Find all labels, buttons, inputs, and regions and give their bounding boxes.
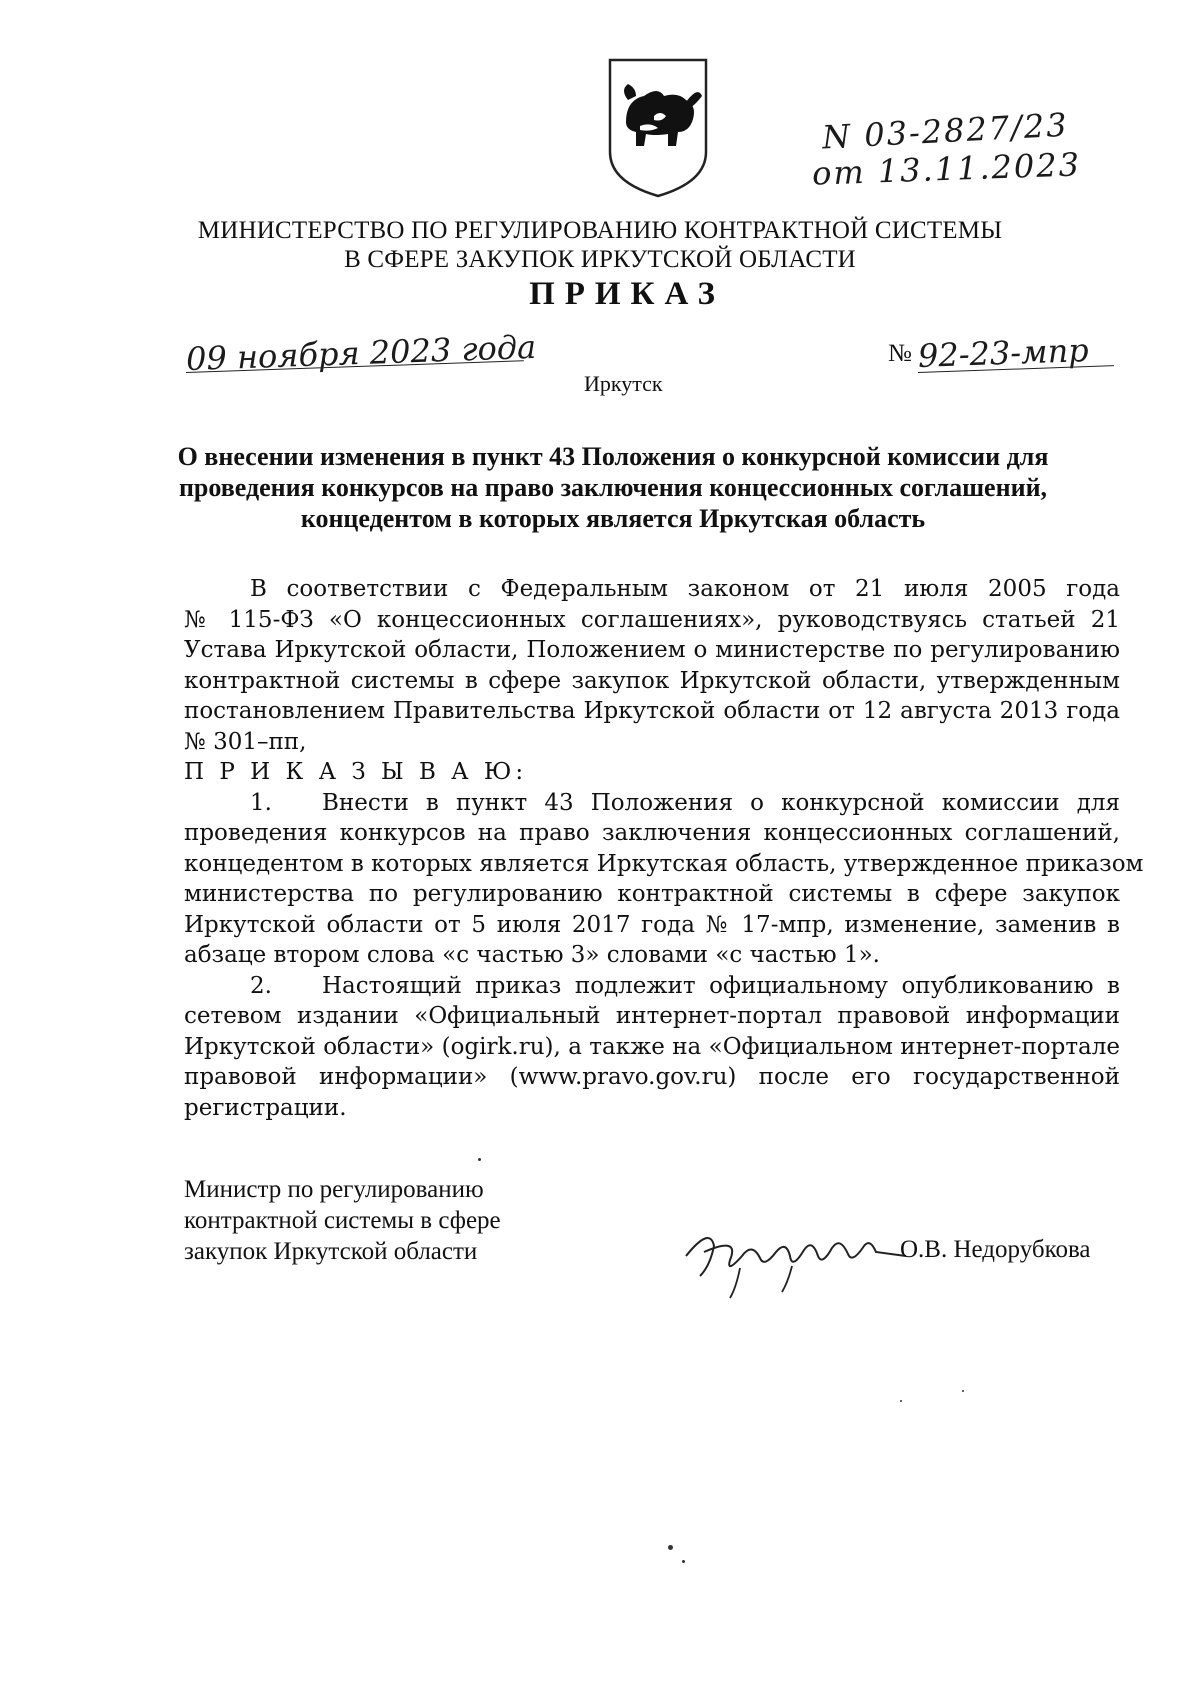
item-1-text: Внести в пункт 43 Положения о конкурсной комиссии для [322,789,1120,816]
preamble-line: постановлением Правительства Иркутской области от 12 августа 2013 года [184,698,1120,724]
handwritten-signature [680,1216,910,1306]
preamble-line: Устава Иркутской области, Положением о министерстве по регулированию [184,637,1120,663]
item-2-text: Настоящий приказ подлежит официальному опубликованию в [322,972,1120,999]
preamble-line: В соответствии с Федеральным законом от 21 июля 2005 года [250,576,1120,602]
order-date: 09 ноября 2023 года [185,327,537,379]
item-1-line [184,788,1120,819]
scan-speck [962,1390,964,1392]
item-number: 2. [250,972,272,999]
signer-name: О.В. Недорубкова [900,1236,1091,1263]
signer-position-line: закупок Иркутской области [184,1238,478,1265]
scan-speck [478,1158,481,1161]
scan-speck [900,1400,902,1402]
item-2-line: Иркутской области» (ogirk.ru), а также на «Официальном интернет-портале [184,1033,1120,1060]
registration-date: от 13.11.2023 [811,145,1082,193]
number-label: № [888,340,912,367]
item-1-line: Иркутской области от 5 июля 2017 года № 17-мпр, изменение, заменив в [184,911,1120,938]
order-body [184,574,1144,1123]
preamble-line: № 301–пп, [184,728,307,755]
document-type: ПРИКАЗ [529,276,725,312]
heading-line: концедентом в которых является Иркутская область [300,504,926,533]
order-heading [100,441,1126,534]
signer-position-line: Министр по регулированию [184,1176,484,1203]
item-1-line: концедентом в которых является Иркутская область, утвержденное приказом [184,850,1144,877]
item-2-line: сетевом издании «Официальный интернет-портал правовой информации [184,1003,1120,1029]
item-2-line [184,971,1120,1002]
signer-position-line: контрактной системы в сфере [184,1207,501,1234]
signer-position [184,1174,501,1267]
coat-of-arms-icon [606,56,710,200]
scan-speck [668,1545,673,1550]
item-1-line: абзаце втором слова «с частью 3» словами «с частью 1». [184,942,880,968]
ministry-header [0,216,1200,274]
item-2-line: правовой информации» (www.pravo.gov.ru) после его государственной [184,1064,1120,1090]
city: Иркутск [584,371,663,396]
item-number: 1. [250,789,272,816]
item-1-line: министерства по регулированию контрактной системы в сфере закупок [184,881,1120,907]
order-word: П Р И К А З Ы В А Ю: [184,759,528,785]
preamble-line: № 115-ФЗ «О концессионных соглашениях», руководствуясь статьей 21 [184,606,1120,633]
preamble-line: контрактной системы в сфере закупок Иркутской области, утвержденным [184,667,1120,694]
registration-number: N 03-2827/23 [821,105,1070,157]
item-2-line: регистрации. [184,1094,347,1121]
scan-speck [682,1560,685,1563]
order-number: 92-23-мпр [917,331,1090,375]
ministry-line-1: МИНИСТЕРСТВО ПО РЕГУЛИРОВАНИЮ КОНТРАКТНОЙ СИСТЕМЫ [197,217,1003,244]
heading-line: проведения конкурсов на право заключения концессионных соглашений, [178,473,1048,502]
ministry-line-2: В СФЕРЕ ЗАКУПОК ИРКУТСКОЙ ОБЛАСТИ [344,246,856,273]
heading-line: О внесении изменения в пункт 43 Положения о конкурсной комиссии для [177,442,1049,471]
item-1-line: проведения конкурсов на право заключения концессионных соглашений, [184,820,1120,846]
